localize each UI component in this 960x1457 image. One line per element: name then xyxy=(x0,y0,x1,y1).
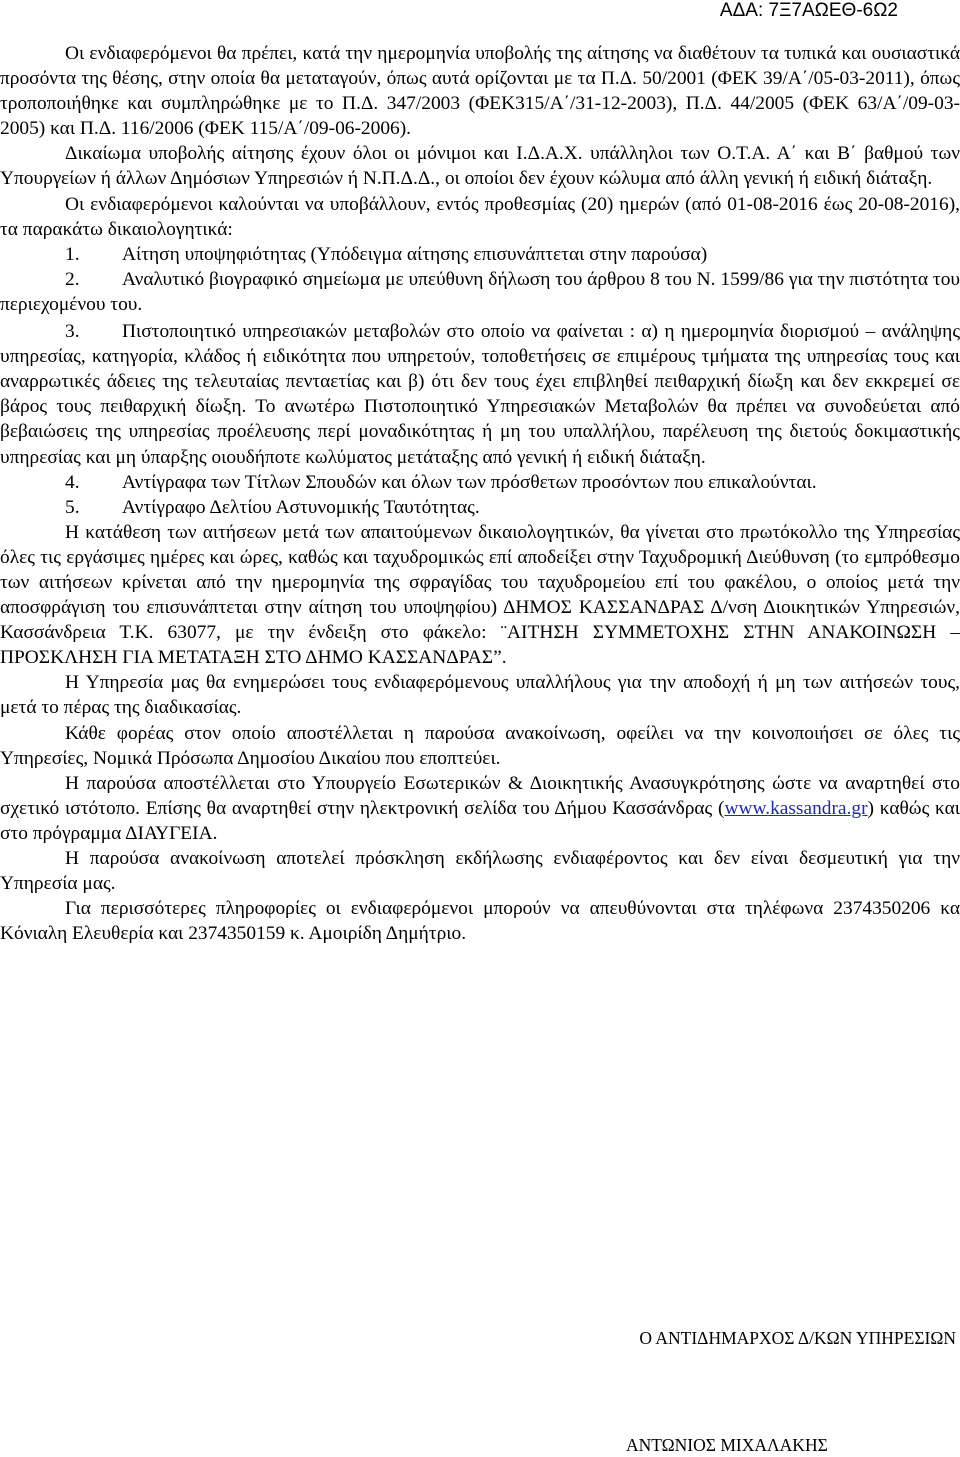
signatory-role: Ο ΑΝΤΙΔΗΜΑΡΧΟΣ Δ/ΚΩΝ ΥΠΗΡΕΣΙΩΝ xyxy=(639,1328,956,1348)
list-item xyxy=(0,319,960,470)
list-text: Πιστοποιητικό υπηρεσιακών μεταβολών στο οποίο να φαίνεται : α) η ημερομηνία διορισμού – ανάληψης υπηρεσίας, κατηγορία, κλάδος ή ειδικότητα που υπηρετούν, τοποθετήσεις σε επιμέρους τμήματα της υπηρεσίας τους και αναρρωτικές άδειες της τελευταίας πενταετίας και β) ότι δεν τους έχει επιβληθεί πειθαρχική δίωξη και δεν εκκρεμεί σε βάρος τους πειθαρχική δίωξη. Το ανωτέρω Πιστοποιητικό Υπηρεσιακών Μεταβολών θα πρέπει να συνοδεύεται από βεβαιώσεις της υπηρεσίας προέλευσης περί μοναδικότητας ή μη του υπαλλήλου, παρέλευση της διετούς δοκιμαστικής υπηρεσίας και μη ύπαρξης οιουδήποτε κωλύματος μετάταξης από γενική ή ειδική διάταξη. xyxy=(0,321,960,468)
list-number: 4. xyxy=(65,471,80,493)
list-text: Αντίγραφο Δελτίου Αστυνομικής Ταυτότητας. xyxy=(122,496,480,518)
paragraph-qualifications: Οι ενδιαφερόμενοι θα πρέπει, κατά την ημερομηνία υποβολής της αίτησης να διαθέτουν τα τυπικά και ουσιαστικά προσόντα της θέσης, στην οποία θα μεταταγούν, όπως αυτά ορίζονται με τα Π.Δ. 50/2001 (ΦΕΚ 39/Α΄/05-03-2011), όπως τροποποιήθηκε και συμπληρώθηκε με το Π.Δ. 347/2003 (ΦΕΚ315/Α΄/31-12-2003), Π.Δ. 44/2005 (ΦΕΚ 63/Α΄/09-03-2005) και Π.Δ. 116/2006 (ΦΕΚ 115/Α΄/09-06-2006). xyxy=(0,43,960,140)
paragraph-publication xyxy=(0,771,960,846)
list-number: 2. xyxy=(65,268,80,290)
paragraph-nonbinding: Η παρούσα ανακοίνωση αποτελεί πρόσκληση εκδήλωσης ενδιαφέροντος και δεν είναι δεσμευτική για την Υπηρεσία μας. xyxy=(0,848,960,895)
list-item xyxy=(0,470,960,495)
paragraph-eligibility: Δικαίωμα υποβολής αίτησης έχουν όλοι οι μόνιμοι και Ι.Δ.Α.Χ. υπάλληλοι των Ο.Τ.Α. Α΄ και Β΄ βαθμού των Υπουργείων ή άλλων Δημόσιων Υπηρεσιών ή Ν.Π.Δ.Δ., οι οποίοι δεν έχουν κώλυμα από άλλη γενική ή ειδική διάταξη. xyxy=(0,143,960,190)
document-body xyxy=(0,41,960,946)
list-number: 5. xyxy=(65,496,80,518)
list-item xyxy=(0,267,960,317)
list-text: Αναλυτικό βιογραφικό σημείωμα με υπεύθυνη δήλωση του άρθρου 8 του Ν. 1599/86 για την πιστότητα του περιεχομένου του. xyxy=(0,268,960,315)
paragraph-notification: Η Υπηρεσία μας θα ενημερώσει τους ενδιαφερόμενους υπαλλήλους για την αποδοχή ή μη των αιτήσεών τους, μετά το πέρας της διαδικασίας. xyxy=(0,672,960,719)
list-item xyxy=(0,242,960,267)
website-link[interactable]: www.kassandra.gr xyxy=(724,797,868,819)
paragraph-distribution: Κάθε φορέας στον οποίο αποστέλλεται η παρούσα ανακοίνωση, οφείλει να την κοινοποιήσει σε όλες τις Υπηρεσίες, Νομικά Πρόσωπα Δημοσίου Δικαίου που εποπτεύει. xyxy=(0,722,960,769)
paragraph-submission: Η κατάθεση των αιτήσεων μετά των απαιτούμενων δικαιολογητικών, θα γίνεται στο πρωτόκολλο της Υπηρεσίας όλες τις εργάσιμες ημέρες και ώρες, καθώς και ταχυδρομικώς επί αποδείξει στην Ταχυδρομική Διεύθυνση (το εμπρόθεσμο των αιτήσεων κρίνεται από την ημερομηνία της σφραγίδας του ταχυδρομείου επί του φακέλου, ο οποίος μετά την αποσφράγιση του επισυνάπτεται στην αίτηση του υποψηφίου) ΔΗΜΟΣ ΚΑΣΣΑΝΔΡΑΣ Δ/νση Διοικητικών Υπηρεσιών, Κασσάνδρεια Τ.Κ. 63077, με την ένδειξη στο φάκελο: ¨ΑΙΤΗΣΗ ΣΥΜΜΕΤΟΧΗΣ ΣΤΗΝ ΑΝΑΚΟΙΝΩΣΗ – ΠΡΟΣΚΛΗΣΗ ΓΙΑ ΜΕΤΑΤΑΞΗ ΣΤΟ ΔΗΜΟ ΚΑΣΣΑΝΔΡΑΣ”. xyxy=(0,521,960,669)
list-text: Αντίγραφα των Τίτλων Σπουδών και όλων των πρόσθετων προσόντων που επικαλούνται. xyxy=(122,471,817,493)
list-number: 3. xyxy=(65,321,80,343)
list-text: Αίτηση υποψηφιότητας (Υπόδειγμα αίτησης επισυνάπτεται στην παρούσα) xyxy=(122,243,708,265)
paragraph-deadline: Οι ενδιαφερόμενοι καλούνται να υποβάλλουν, εντός προθεσμίας (20) ημερών (από 01-08-2016 έως 20-08-2016), τα παρακάτω δικαιολογητικά: xyxy=(0,193,960,240)
publication-text-before: Η παρούσα αποστέλλεται στο Υπουργείο Εσωτερικών & Διοικητικής Ανασυγκρότησης ώστε να αναρτηθεί στο σχετικό ιστότοπο. Επίσης θα αναρτηθεί στην ηλεκτρονική σελίδα του Δήμου Κασσάνδρας ( xyxy=(0,772,960,819)
publication-text-after: ) καθώς και στο πρόγραμμα ΔΙΑΥΓΕΙΑ. xyxy=(0,797,960,844)
signatory-name: ΑΝΤΩΝΙΟΣ ΜΙΧΑΛΑΚΗΣ xyxy=(626,1435,828,1455)
paragraph-contact: Για περισσότερες πληροφορίες οι ενδιαφερόμενοι μπορούν να απευθύνονται στα τηλέφωνα 2374350206 κα Κόνιαλη Ελευθερία και 2374350159 κ. Αμοιρίδη Δημήτριο. xyxy=(0,898,960,945)
ada-code: ΑΔΑ: 7Ξ7ΑΩΕΘ-6Ω2 xyxy=(719,0,898,21)
list-item xyxy=(0,495,960,520)
list-number: 1. xyxy=(65,243,80,265)
